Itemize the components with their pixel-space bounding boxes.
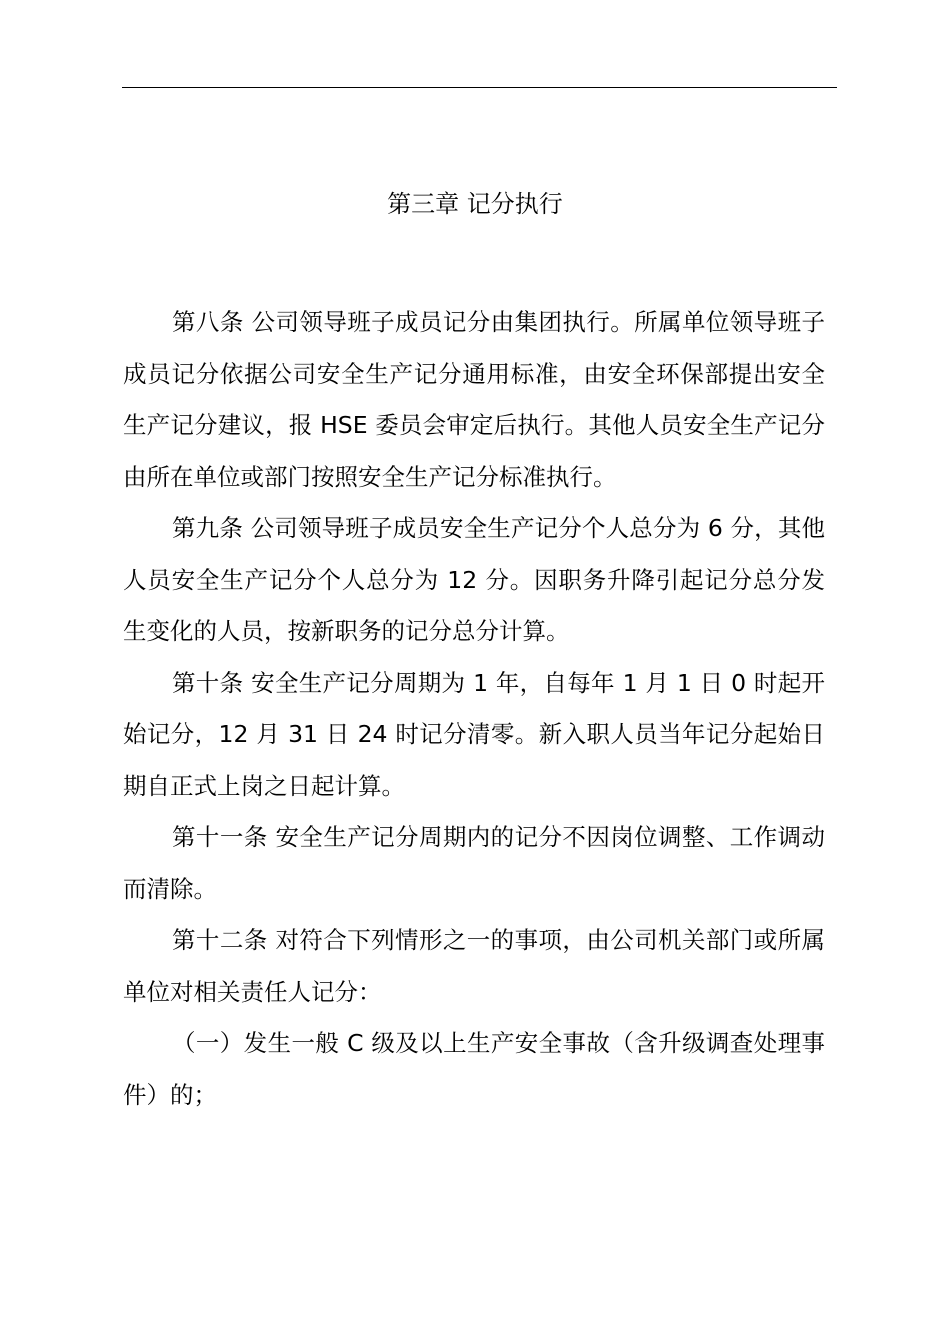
article-8-paragraph: 第八条 公司领导班子成员记分由集团执行。所属单位领导班子成员记分依据公司安全生产记分通用标准，由安全环保部提出安全生产记分建议，报 HSE 委员会审定后执行。其他人员安全生产记分由所在单位或部门按照安全生产记分标准执行。 xyxy=(123,308,825,491)
chapter-title: 第三章 记分执行 xyxy=(387,190,563,218)
document-body xyxy=(123,297,825,1121)
article-9-paragraph: 第九条 公司领导班子成员安全生产记分个人总分为 6 分，其他人员安全生产记分个人总分为 12 分。因职务升降引起记分总分发生变化的人员，按新职务的记分总分计算。 xyxy=(123,514,825,645)
article-12-paragraph: 第十二条 对符合下列情形之一的事项，由公司机关部门或所属单位对相关责任人记分： xyxy=(123,926,825,1006)
article-11-paragraph: 第十一条 安全生产记分周期内的记分不因岗位调整、工作调动而清除。 xyxy=(123,823,825,903)
article-12-item-1: （一）发生一般 C 级及以上生产安全事故（含升级调查处理事件）的； xyxy=(123,1029,825,1109)
article-10-paragraph: 第十条 安全生产记分周期为 1 年，自每年 1 月 1 日 0 时起开始记分，12 月 31 日 24 时记分清零。新入职人员当年记分起始日期自正式上岗之日起计算。 xyxy=(123,668,825,800)
header-rule xyxy=(122,87,837,88)
